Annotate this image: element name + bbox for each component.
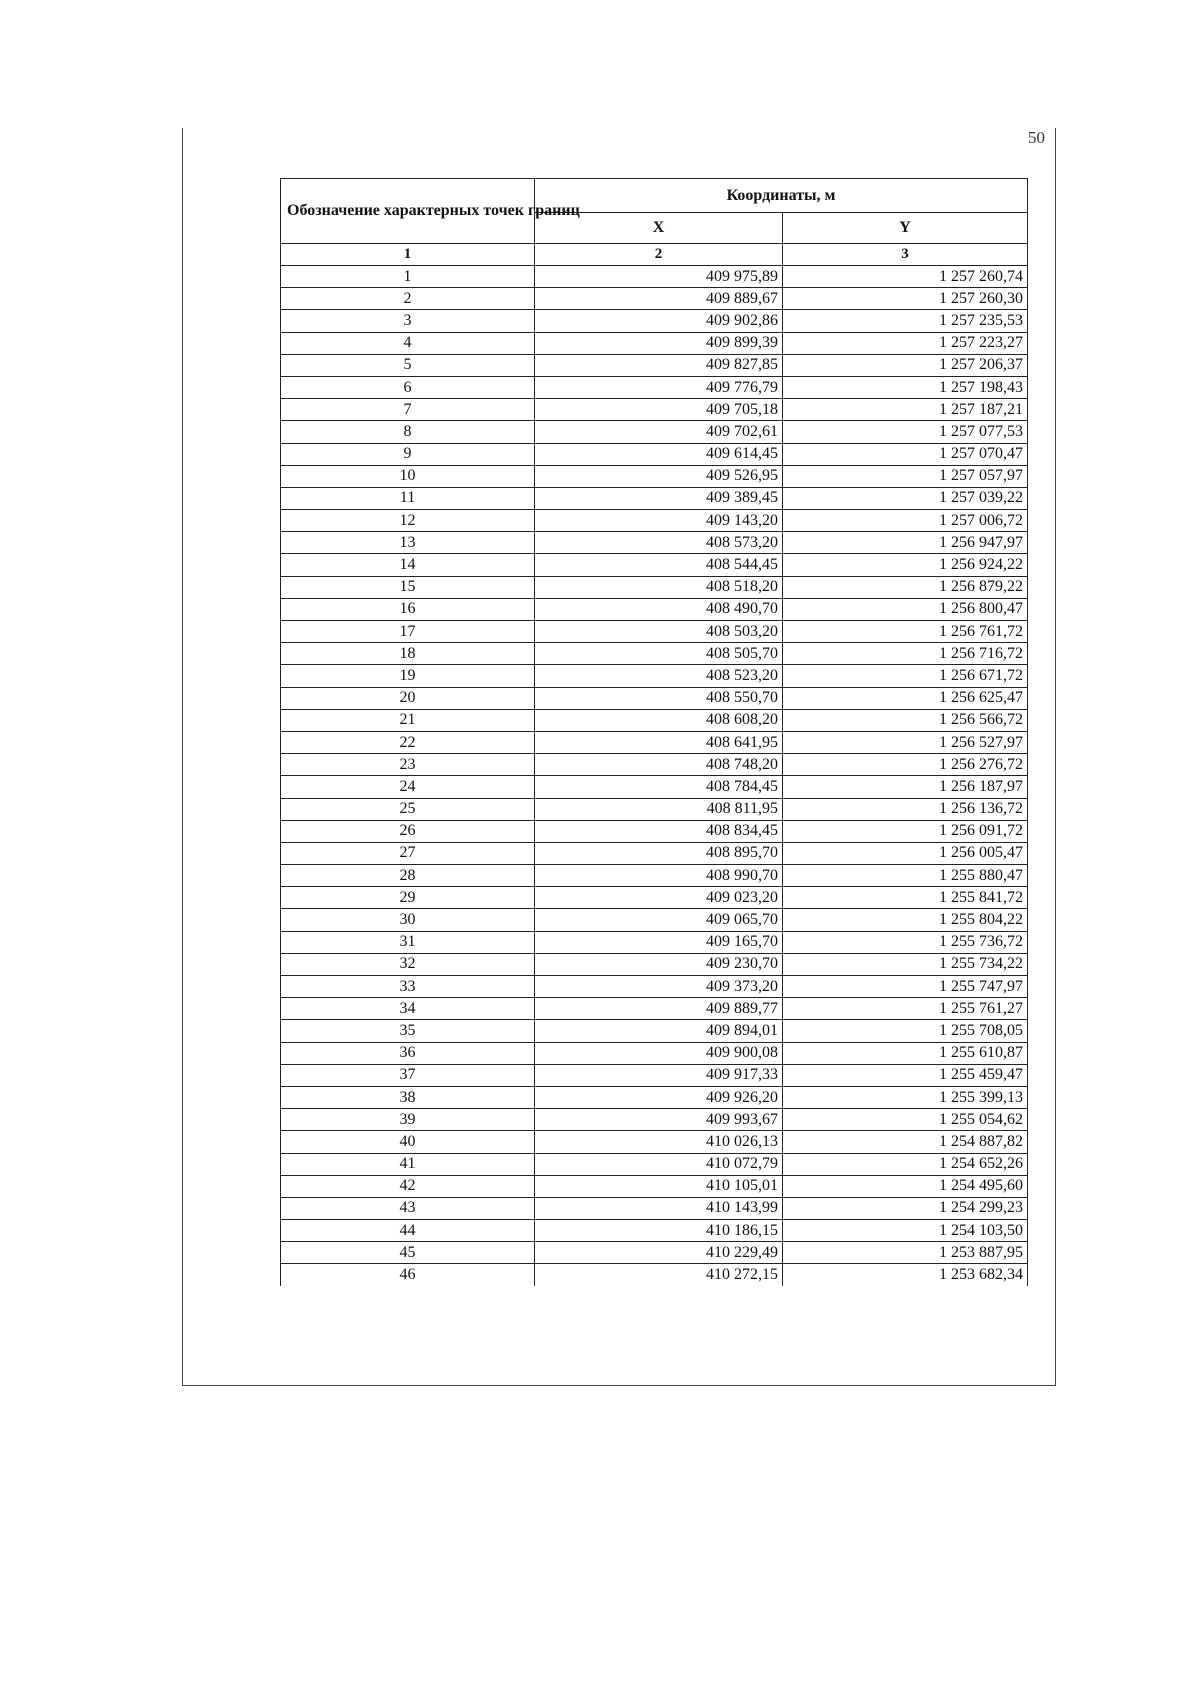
table-row [281,554,1028,576]
point-number-cell: 17 [281,621,535,643]
point-number-cell: 32 [281,953,535,975]
point-number-cell: 5 [281,354,535,376]
point-number-cell: 43 [281,1197,535,1219]
table-row [281,1242,1028,1264]
point-number-cell: 20 [281,687,535,709]
y-coordinate-cell: 1 255 736,72 [783,931,1028,953]
y-coordinate-cell: 1 255 734,22 [783,953,1028,975]
table-row [281,1197,1028,1219]
table-row [281,865,1028,887]
x-coordinate-cell: 409 993,67 [535,1109,783,1131]
table-row [281,909,1028,931]
table-row [281,399,1028,421]
point-number-cell: 42 [281,1175,535,1197]
y-coordinate-cell: 1 254 495,60 [783,1175,1028,1197]
y-coordinate-cell: 1 256 136,72 [783,798,1028,820]
point-number-cell: 36 [281,1042,535,1064]
point-number-cell: 40 [281,1131,535,1153]
x-coordinate-cell: 409 889,67 [535,288,783,310]
table-row [281,576,1028,598]
point-number-cell: 21 [281,709,535,731]
header-point-designation: Обозначение характерных точек границ [281,179,535,244]
table-row [281,354,1028,376]
y-coordinate-cell: 1 257 260,30 [783,288,1028,310]
y-coordinate-cell: 1 256 800,47 [783,598,1028,620]
x-coordinate-cell: 410 143,99 [535,1197,783,1219]
table-row [281,288,1028,310]
x-coordinate-cell: 409 230,70 [535,953,783,975]
table-row [281,709,1028,731]
point-number-cell: 37 [281,1064,535,1086]
x-coordinate-cell: 408 544,45 [535,554,783,576]
table-row [281,998,1028,1020]
x-coordinate-cell: 408 490,70 [535,598,783,620]
x-coordinate-cell: 409 926,20 [535,1086,783,1108]
point-number-cell: 29 [281,887,535,909]
table-row [281,776,1028,798]
point-number-cell: 35 [281,1020,535,1042]
x-coordinate-cell: 409 894,01 [535,1020,783,1042]
table-row [281,953,1028,975]
y-coordinate-cell: 1 257 187,21 [783,399,1028,421]
y-coordinate-cell: 1 256 276,72 [783,754,1028,776]
table-row [281,376,1028,398]
y-coordinate-cell: 1 254 652,26 [783,1153,1028,1175]
table-row [281,1220,1028,1242]
y-coordinate-cell: 1 257 070,47 [783,443,1028,465]
table-row [281,332,1028,354]
y-coordinate-cell: 1 257 223,27 [783,332,1028,354]
table-row [281,487,1028,509]
table-row [281,532,1028,554]
y-coordinate-cell: 1 257 039,22 [783,487,1028,509]
x-coordinate-cell: 408 748,20 [535,754,783,776]
table-row [281,465,1028,487]
column-number: 3 [783,244,1028,266]
point-number-cell: 46 [281,1264,535,1286]
x-coordinate-cell: 408 523,20 [535,665,783,687]
y-coordinate-cell: 1 256 947,97 [783,532,1028,554]
x-coordinate-cell: 408 573,20 [535,532,783,554]
x-coordinate-cell: 409 373,20 [535,976,783,998]
coordinates-table [280,178,1028,1286]
point-number-cell: 39 [281,1109,535,1131]
y-coordinate-cell: 1 253 682,34 [783,1264,1028,1286]
point-number-cell: 11 [281,487,535,509]
table-row [281,820,1028,842]
x-coordinate-cell: 408 834,45 [535,820,783,842]
point-number-cell: 10 [281,465,535,487]
x-coordinate-cell: 408 641,95 [535,731,783,753]
table-row [281,798,1028,820]
x-coordinate-cell: 409 143,20 [535,510,783,532]
point-number-cell: 7 [281,399,535,421]
point-number-cell: 8 [281,421,535,443]
y-coordinate-cell: 1 256 091,72 [783,820,1028,842]
point-number-cell: 25 [281,798,535,820]
header-x: X [535,213,783,244]
y-coordinate-cell: 1 256 566,72 [783,709,1028,731]
point-number-cell: 16 [281,598,535,620]
point-number-cell: 6 [281,376,535,398]
point-number-cell: 14 [281,554,535,576]
x-coordinate-cell: 410 272,15 [535,1264,783,1286]
point-number-cell: 45 [281,1242,535,1264]
point-number-cell: 3 [281,310,535,332]
table-row [281,443,1028,465]
point-number-cell: 34 [281,998,535,1020]
table-row [281,598,1028,620]
y-coordinate-cell: 1 255 459,47 [783,1064,1028,1086]
x-coordinate-cell: 409 614,45 [535,443,783,465]
table-row [281,1042,1028,1064]
y-coordinate-cell: 1 257 198,43 [783,376,1028,398]
point-number-cell: 4 [281,332,535,354]
x-coordinate-cell: 410 026,13 [535,1131,783,1153]
point-number-cell: 31 [281,931,535,953]
y-coordinate-cell: 1 256 625,47 [783,687,1028,709]
y-coordinate-cell: 1 256 761,72 [783,621,1028,643]
x-coordinate-cell: 409 705,18 [535,399,783,421]
x-coordinate-cell: 408 550,70 [535,687,783,709]
y-coordinate-cell: 1 255 880,47 [783,865,1028,887]
table-row [281,1175,1028,1197]
y-coordinate-cell: 1 256 879,22 [783,576,1028,598]
point-number-cell: 9 [281,443,535,465]
column-number: 1 [281,244,535,266]
table-row [281,1264,1028,1286]
x-coordinate-cell: 409 902,86 [535,310,783,332]
y-coordinate-cell: 1 257 057,97 [783,465,1028,487]
page-number: 50 [1028,128,1045,147]
table-row [281,1086,1028,1108]
x-coordinate-cell: 408 811,95 [535,798,783,820]
x-coordinate-cell: 409 975,89 [535,266,783,288]
x-coordinate-cell: 409 165,70 [535,931,783,953]
y-coordinate-cell: 1 253 887,95 [783,1242,1028,1264]
y-coordinate-cell: 1 254 887,82 [783,1131,1028,1153]
x-coordinate-cell: 409 023,20 [535,887,783,909]
table-row [281,310,1028,332]
point-number-cell: 26 [281,820,535,842]
x-coordinate-cell: 409 827,85 [535,354,783,376]
x-coordinate-cell: 408 505,70 [535,643,783,665]
table-row [281,421,1028,443]
x-coordinate-cell: 409 065,70 [535,909,783,931]
header-y: Y [783,213,1028,244]
table-row [281,731,1028,753]
table-row [281,643,1028,665]
point-number-cell: 15 [281,576,535,598]
x-coordinate-cell: 410 105,01 [535,1175,783,1197]
table-row [281,1109,1028,1131]
point-number-cell: 28 [281,865,535,887]
table-row [281,621,1028,643]
point-number-cell: 27 [281,842,535,864]
y-coordinate-cell: 1 255 747,97 [783,976,1028,998]
point-number-cell: 18 [281,643,535,665]
x-coordinate-cell: 410 186,15 [535,1220,783,1242]
point-number-cell: 38 [281,1086,535,1108]
x-coordinate-cell: 408 518,20 [535,576,783,598]
point-number-cell: 2 [281,288,535,310]
x-coordinate-cell: 409 889,77 [535,998,783,1020]
y-coordinate-cell: 1 257 260,74 [783,266,1028,288]
point-number-cell: 23 [281,754,535,776]
y-coordinate-cell: 1 257 077,53 [783,421,1028,443]
x-coordinate-cell: 410 229,49 [535,1242,783,1264]
column-number: 2 [535,244,783,266]
point-number-cell: 33 [281,976,535,998]
x-coordinate-cell: 409 526,95 [535,465,783,487]
y-coordinate-cell: 1 255 761,27 [783,998,1028,1020]
table-row [281,665,1028,687]
table-row [281,842,1028,864]
x-coordinate-cell: 409 702,61 [535,421,783,443]
y-coordinate-cell: 1 256 671,72 [783,665,1028,687]
x-coordinate-cell: 409 389,45 [535,487,783,509]
x-coordinate-cell: 410 072,79 [535,1153,783,1175]
y-coordinate-cell: 1 255 708,05 [783,1020,1028,1042]
x-coordinate-cell: 408 608,20 [535,709,783,731]
y-coordinate-cell: 1 255 804,22 [783,909,1028,931]
point-number-cell: 1 [281,266,535,288]
table-row [281,1131,1028,1153]
y-coordinate-cell: 1 255 399,13 [783,1086,1028,1108]
table-row [281,976,1028,998]
point-number-cell: 30 [281,909,535,931]
table-row [281,1020,1028,1042]
point-number-cell: 24 [281,776,535,798]
x-coordinate-cell: 408 503,20 [535,621,783,643]
point-number-cell: 22 [281,731,535,753]
y-coordinate-cell: 1 256 187,97 [783,776,1028,798]
y-coordinate-cell: 1 254 299,23 [783,1197,1028,1219]
point-number-cell: 12 [281,510,535,532]
y-coordinate-cell: 1 257 006,72 [783,510,1028,532]
table-row [281,266,1028,288]
table-row [281,510,1028,532]
y-coordinate-cell: 1 257 235,53 [783,310,1028,332]
column-number-row [281,244,1028,266]
table-row [281,1153,1028,1175]
y-coordinate-cell: 1 256 924,22 [783,554,1028,576]
page-frame [182,128,1056,1386]
point-number-cell: 41 [281,1153,535,1175]
header-coordinates: Координаты, м [535,179,1028,213]
y-coordinate-cell: 1 256 527,97 [783,731,1028,753]
point-number-cell: 19 [281,665,535,687]
table-row [281,754,1028,776]
y-coordinate-cell: 1 257 206,37 [783,354,1028,376]
table-row [281,931,1028,953]
table-row [281,887,1028,909]
x-coordinate-cell: 409 900,08 [535,1042,783,1064]
x-coordinate-cell: 409 776,79 [535,376,783,398]
x-coordinate-cell: 409 917,33 [535,1064,783,1086]
table-row [281,1064,1028,1086]
table-body [281,266,1028,1286]
y-coordinate-cell: 1 256 716,72 [783,643,1028,665]
x-coordinate-cell: 408 784,45 [535,776,783,798]
x-coordinate-cell: 408 895,70 [535,842,783,864]
y-coordinate-cell: 1 254 103,50 [783,1220,1028,1242]
x-coordinate-cell: 409 899,39 [535,332,783,354]
y-coordinate-cell: 1 255 841,72 [783,887,1028,909]
y-coordinate-cell: 1 256 005,47 [783,842,1028,864]
point-number-cell: 44 [281,1220,535,1242]
x-coordinate-cell: 408 990,70 [535,865,783,887]
y-coordinate-cell: 1 255 610,87 [783,1042,1028,1064]
y-coordinate-cell: 1 255 054,62 [783,1109,1028,1131]
table-row [281,687,1028,709]
point-number-cell: 13 [281,532,535,554]
